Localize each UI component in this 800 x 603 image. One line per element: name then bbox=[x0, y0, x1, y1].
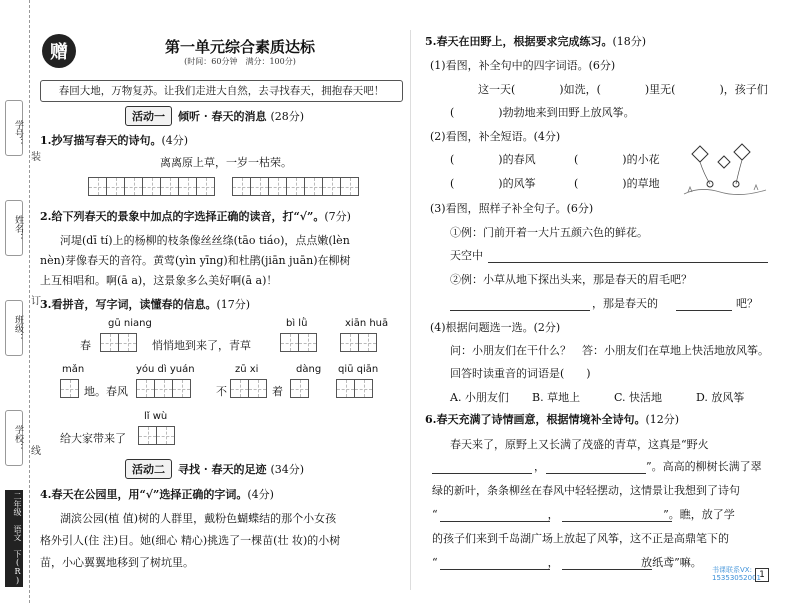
gift-badge-icon: 赠 bbox=[42, 34, 76, 68]
q5-sub3-fill1-label: 天空中 bbox=[450, 249, 483, 262]
q3-grid-dang[interactable] bbox=[290, 379, 308, 398]
q3-row2-text-a: 地。春风 bbox=[84, 385, 128, 398]
q5-sub3-fill2-text-b: 吧？ bbox=[736, 297, 758, 310]
cut-mark-ding: 订 bbox=[31, 296, 41, 307]
q1-writing-grid-a[interactable] bbox=[88, 177, 214, 196]
q4-line-3: 苗，小心翼翼地移到了树坑里。 bbox=[40, 556, 194, 569]
q4-prompt: 春天在公园里，用“√”选择正确的字词。 bbox=[51, 488, 248, 501]
q3-grid-youdiyuan[interactable] bbox=[136, 379, 190, 398]
q5-sub4-stress-prompt[interactable]: 回答时读重音的词语是( ) bbox=[450, 367, 591, 380]
q5-sub2-phrase-4[interactable]: ( )的草地 bbox=[574, 177, 660, 190]
q6-comma-1: ， bbox=[534, 460, 545, 473]
q5-sub3-fill2-line-a[interactable] bbox=[450, 310, 590, 311]
q5-sub3-example-2: ②例：小草从地下探出头来，那是春天的眉毛吧？ bbox=[450, 273, 692, 286]
activity1-tag: 活动一 bbox=[125, 106, 172, 126]
q2-heading bbox=[40, 209, 351, 225]
q3-pinyin-xianhua: xiān huā bbox=[345, 318, 389, 329]
q6-blank-6[interactable] bbox=[562, 569, 652, 570]
q4-heading bbox=[40, 487, 274, 503]
q6-blank-3[interactable] bbox=[440, 521, 550, 522]
q3-row1-word-chun: 春 bbox=[80, 339, 91, 352]
q1-heading bbox=[40, 133, 188, 149]
q1-poem: 离离原上草，一岁一枯荣。 bbox=[160, 156, 292, 169]
watermark-line-1: 书课联系VX: bbox=[712, 566, 752, 574]
cut-mark-zhuang: 装 bbox=[31, 152, 41, 163]
q2-points: (7分) bbox=[324, 210, 351, 223]
page-number: 1 bbox=[755, 568, 769, 582]
q3-row1-sentence: 悄悄地到来了，青草 bbox=[152, 339, 251, 352]
q5-sub1-line1[interactable]: 这一天( )如洗，( )里无( )，孩子们 bbox=[478, 83, 768, 96]
q3-grid-qiuqian[interactable] bbox=[336, 379, 372, 398]
activity2-heading bbox=[125, 459, 304, 479]
activity1-title: 倾听 · 春天的消息 bbox=[178, 110, 267, 123]
q5-prompt: 春天在田野上，根据要求完成练习。 bbox=[436, 35, 613, 48]
q3-pinyin-liwu: lǐ wù bbox=[144, 411, 168, 422]
page-subtitle: (时间：60分钟 满分：100分) bbox=[184, 57, 296, 66]
q3-grid-xianhua[interactable] bbox=[340, 333, 376, 352]
cut-mark-xian: 线 bbox=[31, 446, 41, 457]
q3-heading bbox=[40, 297, 250, 313]
q2-prompt: 给下列春天的景象中加点的字选择正确的读音，打“√”。 bbox=[51, 210, 325, 223]
q3-grid-man[interactable] bbox=[60, 379, 78, 398]
q3-points: (17分) bbox=[216, 298, 251, 311]
activity2-title: 寻找 · 春天的足迹 bbox=[178, 463, 267, 476]
q3-pinyin-bilv: bì lǜ bbox=[286, 318, 308, 329]
q5-sub4-option-a[interactable]: A. 小朋友们 bbox=[450, 391, 509, 404]
q1-prompt: 抄写描写春天的诗句。 bbox=[51, 134, 162, 147]
q5-number: 5. bbox=[425, 35, 437, 48]
activity2-points: (34分) bbox=[270, 463, 305, 476]
intro-banner: 春回大地，万物复苏。让我们走进大自然，去寻找春天，拥抱春天吧！ bbox=[40, 80, 403, 102]
watermark-line-2: 15353052001 bbox=[712, 574, 761, 582]
q1-number: 1. bbox=[40, 134, 52, 147]
q6-blank-2[interactable] bbox=[546, 473, 646, 474]
q6-number: 6. bbox=[425, 413, 437, 426]
activity1-points: (28分) bbox=[270, 110, 305, 123]
q6-line-6[interactable]: “ ， 放纸鸢”嘛。 bbox=[432, 556, 702, 569]
q5-sub1-line2[interactable]: ( )勃勃地来到田野上放风筝。 bbox=[450, 106, 635, 119]
q5-sub4-question: 问：小朋友们在干什么？ 答：小朋友们在草地上快活地放风筝。 bbox=[450, 344, 769, 357]
q3-grid-bilv[interactable] bbox=[280, 333, 316, 352]
q5-sub4-option-c[interactable]: C. 快活地 bbox=[614, 391, 663, 404]
activity1-heading bbox=[125, 106, 304, 126]
q3-pinyin-guniang: gū niang bbox=[108, 318, 152, 329]
q5-sub3-label bbox=[430, 201, 593, 217]
q5-sub2-label bbox=[430, 129, 560, 145]
q5-sub1-label bbox=[430, 58, 615, 74]
q3-number: 3. bbox=[40, 298, 52, 311]
q6-prompt: 春天充满了诗情画意，根据情境补全诗句。 bbox=[436, 413, 646, 426]
q2-line-1: 河堤(dī tí)上的杨柳的枝条像丝丝绦(tāo tiáo)，点点嫩(lèn bbox=[60, 234, 350, 247]
q5-sub4-label bbox=[430, 320, 560, 336]
q4-number: 4. bbox=[40, 488, 52, 501]
q2-line-3: 上互相唱和。啊(ā a)，这景象多么美好啊(ā a)！ bbox=[40, 274, 278, 287]
q3-pinyin-zuxi: zū xi bbox=[235, 364, 259, 375]
q5-sub1-text: (1)看图，补全句中的四字词语。 bbox=[430, 59, 589, 72]
q5-sub2-text: (2)看图，补全短语。 bbox=[430, 130, 534, 143]
q3-prompt: 看拼音，写字词，读懂春的信息。 bbox=[51, 298, 217, 311]
q5-sub3-fill2-line-b[interactable] bbox=[676, 310, 732, 311]
q6-blank-1[interactable] bbox=[432, 473, 532, 474]
q1-points: (4分) bbox=[161, 134, 189, 147]
q3-grid-guniang[interactable] bbox=[100, 333, 136, 352]
q5-sub3-fill2-text-a: ，那是春天的 bbox=[592, 297, 658, 310]
class-label: 班级： bbox=[13, 315, 23, 342]
q3-grid-liwu[interactable] bbox=[138, 426, 174, 445]
column-divider bbox=[410, 30, 411, 590]
q3-pinyin-qiuqian: qiū qiān bbox=[338, 364, 379, 375]
name-label: 姓名： bbox=[13, 215, 23, 242]
q5-sub3-points: (6分) bbox=[566, 202, 594, 215]
kite-flying-illustration bbox=[680, 140, 770, 196]
q5-points: (18分) bbox=[612, 35, 647, 48]
q5-sub2-phrase-2[interactable]: ( )的小花 bbox=[574, 153, 660, 166]
q6-line-1: 春天来了，原野上又长满了茂盛的青草，这真是“野火 bbox=[450, 438, 709, 451]
q6-line-4[interactable]: “ ， ”。瞧，放了学 bbox=[432, 508, 735, 521]
q1-writing-grid-b[interactable] bbox=[232, 177, 358, 196]
q2-number: 2. bbox=[40, 210, 52, 223]
q5-sub2-phrase-3[interactable]: ( )的风筝 bbox=[450, 177, 536, 190]
q4-line-2: 格外引人(住 注)目。她(细心 精心)挑选了一棵苗(壮 妆)的小树 bbox=[40, 534, 341, 547]
q5-sub2-phrase-1[interactable]: ( )的春风 bbox=[450, 153, 536, 166]
page-title: 第一单元综合素质达标 bbox=[164, 38, 315, 56]
activity2-tag: 活动二 bbox=[125, 459, 172, 479]
q4-points: (4分) bbox=[247, 488, 274, 501]
q3-pinyin-dang: dàng bbox=[296, 364, 322, 375]
q6-line-5: 的孩子们来到千岛湖广场上放起了风筝，这不正是高鼎笔下的 bbox=[432, 532, 729, 545]
school-label: 学校： bbox=[13, 425, 23, 452]
q6-line-2: ”。高高的柳树长满了翠 bbox=[646, 460, 762, 473]
q6-line-3: 绿的新叶，条条柳丝在春风中轻轻摆动，这情景让我想到了诗句 bbox=[432, 484, 740, 497]
contact-watermark bbox=[712, 566, 761, 582]
q6-blank-5[interactable] bbox=[440, 569, 550, 570]
q4-line-1: 湖滨公园(植 值)树的人群里，戴粉色蝴蝶结的那个小女孩 bbox=[60, 512, 337, 525]
q6-heading bbox=[425, 412, 679, 428]
q3-pinyin-youdiyuan: yóu dì yuán bbox=[136, 364, 195, 375]
q5-sub3-text: (3)看图，照样子补全句子。 bbox=[430, 202, 567, 215]
q5-sub4-text: (4)根据问题选一选。 bbox=[430, 321, 534, 334]
q5-sub2-points: (4分) bbox=[533, 130, 561, 143]
q5-sub4-points: (2分) bbox=[533, 321, 561, 334]
student-number-label: 学号： bbox=[13, 120, 23, 147]
q5-sub3-fill1-line[interactable] bbox=[488, 262, 768, 263]
q3-row2-text-c: 着 bbox=[272, 385, 283, 398]
q3-row3-text: 给大家带来了 bbox=[60, 432, 126, 445]
q3-grid-zuxi[interactable] bbox=[230, 379, 266, 398]
book-tag: 二年级 语文 下(R) bbox=[5, 490, 23, 587]
binding-strip bbox=[0, 0, 30, 603]
q6-blank-4[interactable] bbox=[562, 521, 672, 522]
q5-sub1-points: (6分) bbox=[588, 59, 616, 72]
q3-pinyin-man: mǎn bbox=[62, 364, 85, 375]
q5-sub4-option-b[interactable]: B. 草地上 bbox=[532, 391, 581, 404]
q6-points: (12分) bbox=[645, 413, 680, 426]
q5-heading bbox=[425, 34, 646, 50]
q5-sub3-example-1: ①例：门前开着一大片五颜六色的鲜花。 bbox=[450, 226, 648, 239]
q5-sub4-option-d[interactable]: D. 放风筝 bbox=[696, 391, 745, 404]
q2-line-2: nèn)芽像春天的音符。黄莺(yìn yīng)和杜鹃(jiān juān)在柳树 bbox=[40, 254, 351, 267]
q3-row2-text-b: 不 bbox=[216, 385, 227, 398]
